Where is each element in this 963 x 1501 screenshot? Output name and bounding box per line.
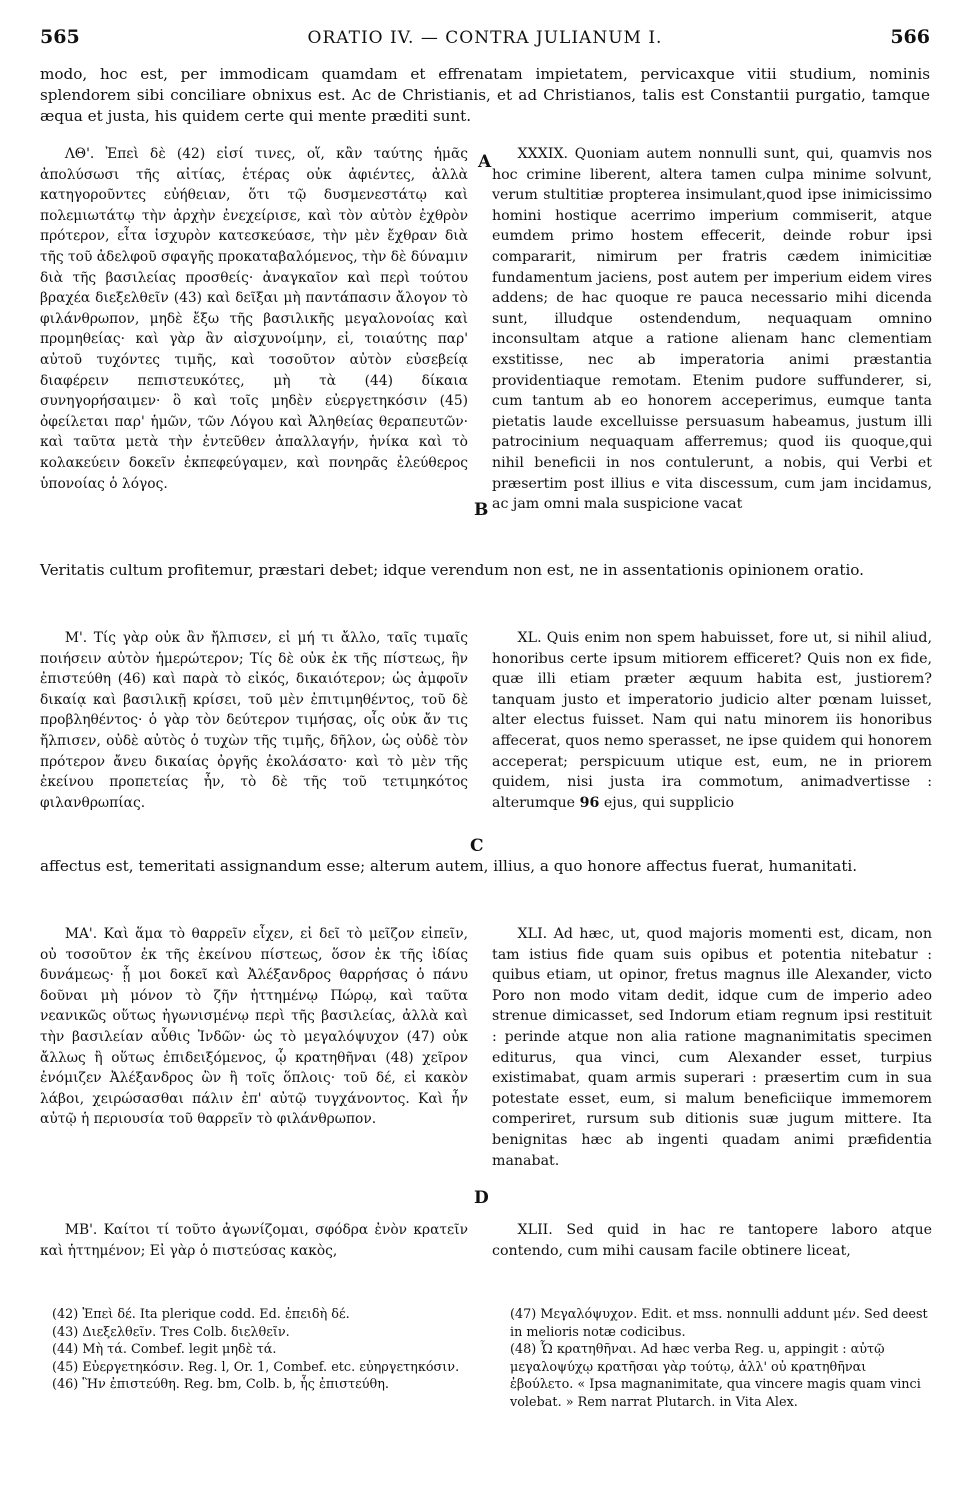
- page-number-left: 565: [40, 26, 80, 48]
- page-number-right: 566: [890, 26, 930, 48]
- latin-column-39: [492, 144, 932, 515]
- margin-letter-b: B: [474, 500, 489, 520]
- footnote-43: (43) Διεξελθεῖν. Tres Colb. διελθεῖν.: [52, 1324, 290, 1340]
- greek-column-40: [40, 628, 468, 813]
- greek-column-42: [40, 1220, 468, 1261]
- latin-column-41: [492, 924, 932, 1171]
- greek-paragraph-42: ΜΒ'. Καίτοι τί τοῦτο ἀγωνίζομαι, σφόδρα ἐνὸν κρατεῖν καὶ ἡττημένον; Εἰ γὰρ ὁ πιστεύσας κακὸς,: [40, 1222, 468, 1259]
- footnote-44: (44) Μὴ τά. Combef. legit μηδὲ τά.: [52, 1342, 277, 1358]
- margin-letter-c: C: [470, 836, 484, 856]
- latin-column-42: [492, 1220, 932, 1261]
- margin-letter-a: A: [478, 152, 492, 172]
- footnote-42: (42) Ἐπεὶ δέ. Ita plerique codd. Ed. ἐπειδὴ δέ.: [52, 1307, 350, 1322]
- latin-column-40: [492, 628, 932, 813]
- top-paragraph: modo, hoc est, per immodicam quamdam et effrenatam impietatem, pervicaxque vitii studium, nominis splendorem sibi conciliare obnixus est. Ac de Christianis, et ad Christianos, talis est Constantii purgatio, tamque æqua et justa, his quidem certe qui mente præditi sunt.: [40, 65, 930, 125]
- footnote-45: (45) Εὐεργετηκόσιν. Reg. l, Or. 1, Combef. etc. εὐηργετηκόσιν.: [52, 1359, 460, 1375]
- running-title: ORATIO IV. — CONTRA JULIANUM I.: [307, 28, 663, 48]
- margin-letter-d: D: [474, 1188, 489, 1208]
- latin-paragraph-40-text: XL. Quis enim non spem habuisset, fore ut, si nihil aliud, honoribus certe ipsum mitiorem efficeret? Quis non ex fide, quæ illi etiam præter æquum habita est, justiorem? tanquam justo et imperatorio judicio alter pœnam luisset, alter electus fuisset. Nam qui natu minorem iis honoribus affecerat, quos nemo sperasset, ne ipse quidem qui honorem acceperat; perspicuum utique est, eum, ne in priorem quidem, nisi justa ira commotum, animadvertisse : alterumque: [492, 630, 932, 811]
- greek-paragraph-39: ΛΘ'. Ἐπεὶ δὲ (42) εἰσί τινες, οἵ, κἂν ταύτης ἡμᾶς ἀπολύσωσι τῆς αἰτίας, ἑτέρας οὐκ ἀφιέντες, ἀλλὰ κατηγοροῦντες εὐήθειαν, ὅτι τῷ δυσμενεστάτῳ καὶ πολεμιωτάτῳ τὴν ἀρχὴν ἐνεχείρισε, καὶ τὸν αὐτὸν ἐχθρὸν πρότερον, εἶτα ἰσχυρὸν κατεσκεύασε, τὴν μὲν ἔχθραν διὰ τῆς τοῦ ἀδελφοῦ σφαγῆς προκαταβαλόμενος, τὴν δὲ δύναμιν διὰ τῆς βασιλείας προσθείς· ἀναγκαῖον καὶ περὶ τούτου βραχέα διεξελθεῖν (43) καὶ δεῖξαι μὴ παντάπασιν ἄλογον τὸ φιλάνθρωπον, μηδὲ ἔξω τῆς βασιλικῆς μεγαλονοίας καὶ προμηθείας· καὶ γὰρ ἂν αἰσχυνοίμην, εἰ, τοιαύτης παρ' αὐτοῦ τυχόντες τιμῆς, καὶ τοσοῦτον αὐτὸν εὐσεβείᾳ διαφέρειν πεπιστευκότες, μὴ τὰ (44) δίκαια συνηγορήσαιμεν· ὃ καὶ τοῖς μηδὲν εὐεργετηκόσιν (45) ὀφείλεται παρ' ἡμῶν, τῶν Λόγου καὶ Ἀληθείας θεραπευτῶν· καὶ ταῦτα μετὰ τὴν ἐντεῦθεν ἀπαλλαγήν, ἡνίκα καὶ τὸ κολακεύειν δοκεῖν ἐκπεφεύγαμεν, καὶ πονηρᾶς ἐλεύθερος ὑπονοίας ὁ λόγος.: [40, 146, 468, 492]
- latin-paragraph-41: XLI. Ad hæc, ut, quod majoris momenti est, dicam, non tam istius fide quam suis opibus et potentia nitebatur : quibus etiam, ut opinor, fretus magnus ille Alexander, victo Poro non modo vitam dedit, idque cum de imperio adeo strenue dimicasset, sed Indorum etiam regnum ipsi restituit : perinde atque non alia ratione magnanimitatis specimen editurus, qua vinci, cum Alexander esset, turpius existimabat, quam armis superari : præsertim cum in sua potestate esset, eum, si malum beneficiique immemorem comperiret, rursum sub ditionis suæ jugum mittere. Ita benignitas hæc ab ingenti quadam animi præfidentia manabat.: [492, 926, 932, 1169]
- greek-column-39: [40, 144, 468, 494]
- footnote-47: (47) Μεγαλόψυχον. Edit. et mss. nonnulli addunt μέν. Sed deest in melioris notæ codicibus.: [510, 1307, 928, 1340]
- latin-paragraph-40-end: ejus, qui supplicio: [603, 794, 735, 811]
- greek-column-41: [40, 924, 468, 1130]
- greek-paragraph-40: Μ'. Τίς γὰρ οὐκ ἂν ἤλπισεν, εἰ μή τι ἄλλο, ταῖς τιμαῖς ποιήσειν αὐτὸν ἡμερώτερον; Τίς δὲ οὐκ ἐκ τῆς πίστεως, ἣν ἐπιστεύθη (46) καὶ παρὰ τὸ εἰκός, δικαιότερον; ὡς ἀμφοῖν δικαίᾳ καὶ βασιλικῇ κρίσει, τοῦ μὲν ἐπιτιμηθέντος, τοῦ δὲ προβληθέντος· ὁ γὰρ τὸν δεύτερον τιμήσας, οἷς οὐκ ἄν τις ἤλπισεν, οὐδὲ αὐτὸς ὁ τυχὼν τῆς τιμῆς, δῆλον, ὡς οὐδὲ τὸν πρότερον ἄνευ δικαίας ὀργῆς ἐκολάσατο· καὶ τὸ μὲν τῆς ἐκείνου προπετείας ἦν, τὸ δὲ τῆς τοῦ τετιμηκότος φιλανθρωπίας.: [40, 630, 468, 811]
- greek-paragraph-41: ΜΑ'. Καὶ ἅμα τὸ θαρρεῖν εἶχεν, εἰ δεῖ τὸ μεῖζον εἰπεῖν, οὐ τοσοῦτον ἐκ τῆς ἐκείνου πίστεως, ὅσον ἐκ τῆς ἰδίας δυνάμεως· ᾗ μοι δοκεῖ καὶ Ἀλέξανδρος θαρρήσας ὁ πάνυ δοῦναι μὴ μόνον τὸ ζῆν ἡττημένῳ Πώρῳ, καὶ ταῦτα νεανικῶς οὕτως ἠγωνισμένῳ περὶ τῆς βασιλείας, ἀλλὰ καὶ τὴν βασιλείαν αὖθις Ἰνδῶν· ὡς τὸ μεγαλόψυχον (47) οὐκ ἄλλως ἢ οὕτως ἐπιδειξόμενος, ᾧ κρατηθῆναι (48) χεῖρον ἐνόμιζεν Ἀλέξανδρος ὢν ἢ τοῖς ὅπλοις· τοῦ δέ, εἰ κακὸν λάβοι, χειρώσασθαι πάλιν ἐπ' αὐτῷ τυγχάνοντος. Καὶ ἦν αὐτῷ ἡ περιουσία τοῦ θαρρεῖν τὸ φιλάνθρωπον.: [40, 926, 468, 1128]
- footnote-46: (46) Ἣν ἐπιστεύθη. Reg. bm, Colb. b, ἧς ἐπιστεύθη.: [52, 1377, 389, 1393]
- footnotes-right: [510, 1306, 930, 1412]
- footnote-48: (48) Ὧ κρατηθῆναι. Ad hæc verba Reg. u, appingit : αὐτῷ μεγαλοψύχῳ κρατῆσαι γὰρ τούτῳ, ἀλλ' οὐ κρατηθῆναι ἐβούλετο. « Ipsa magnanimitate, qua vincere magis quam vinci volebat. » Rem narrat Plutarch. in Vita Alex.: [510, 1342, 921, 1410]
- full-width-line-2: affectus est, temeritati assignandum esse; alterum autem, illius, a quo honore affectus fuerat, humanitati.: [40, 857, 858, 875]
- full-width-line-1: Veritatis cultum profitemur, præstari debet; idque verendum non est, ne in assentationis opinionem oratio.: [40, 561, 865, 579]
- latin-paragraph-42: XLII. Sed quid in hac re tantopere laboro atque contendo, cum mihi causam facile obtinere liceat,: [492, 1222, 932, 1259]
- running-header: [40, 26, 930, 56]
- latin-paragraph-39: XXXIX. Quoniam autem nonnulli sunt, qui, quamvis nos hoc crimine liberent, altera tamen culpa minime solvunt, verum stultitiæ propterea insimulant,quod ipse inimicissimo homini hostique acerrimo imperium commiserit, atque eumdem primo hostem effecerit, deinde robur ipsi compararit, nimirum per fratris cædem inimicitiæ fundamentum jaciens, post autem per imperium eidem vires addens; de hac quoque re pauca necessario mihi dicenda sunt, illudque ostendendum, nequaquam omnino inconsultam atque a ratione alienam hanc clementiam exstitisse, nec ab imperatoria animi præstantia providentiaque remotam. Etenim pudore suffunderer, si, cum tantum ab eo honorem acceperimus, eumque tanta pietatis laude excelluisse persuasum habeamus, justum illi patrocinium nequaquam afferremus; quod iis quoque,qui nihil beneficii in nos contulerunt, a nobis, qui Verbi et præsertim post illius e vita discessum, cum jam incidamus, ac jam omni mala suspicione vacat: [492, 146, 932, 513]
- footnotes-left: [52, 1306, 462, 1394]
- latin-paragraph-40: [492, 628, 932, 813]
- column-number: 96: [579, 794, 600, 811]
